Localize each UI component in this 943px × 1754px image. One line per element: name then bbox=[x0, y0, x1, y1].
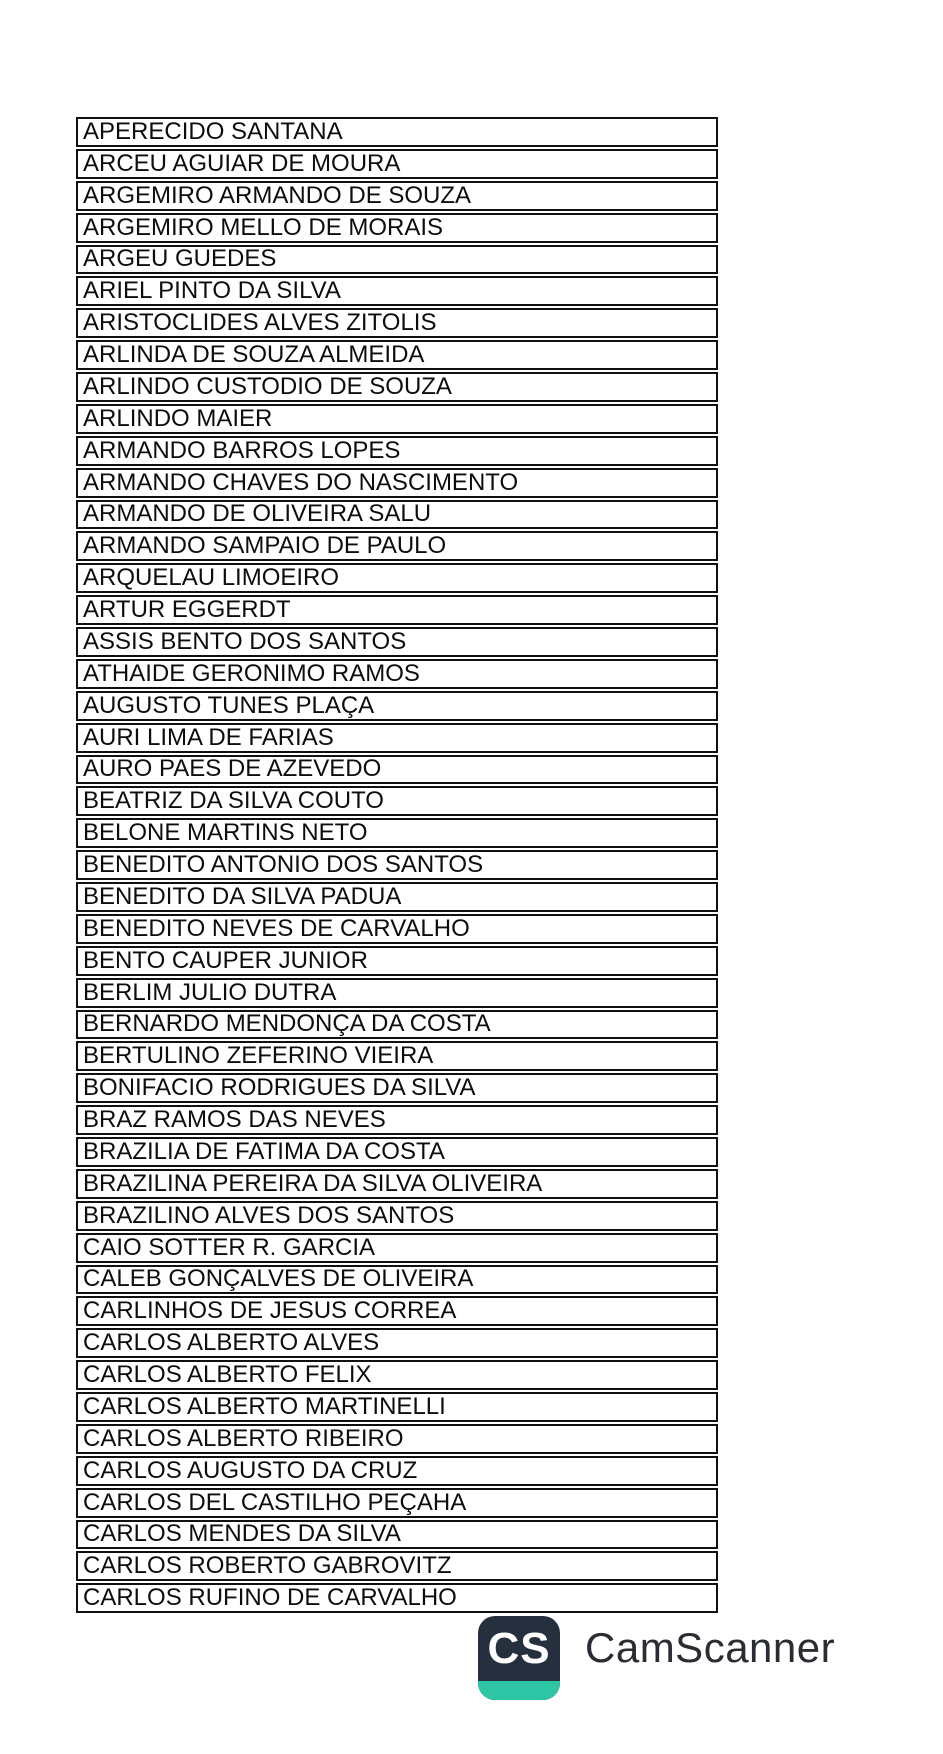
table-row: BRAZILINO ALVES DOS SANTOS bbox=[76, 1201, 718, 1231]
table-row: BRAZ RAMOS DAS NEVES bbox=[76, 1105, 718, 1135]
table-row: CARLOS ALBERTO ALVES bbox=[76, 1328, 718, 1358]
table-row: CAIO SOTTER R. GARCIA bbox=[76, 1233, 718, 1263]
table-row: BONIFACIO RODRIGUES DA SILVA bbox=[76, 1073, 718, 1103]
table-row: ARLINDO CUSTODIO DE SOUZA bbox=[76, 372, 718, 402]
table-row: BERNARDO MENDONÇA DA COSTA bbox=[76, 1010, 718, 1040]
table-row: CARLINHOS DE JESUS CORREA bbox=[76, 1296, 718, 1326]
camscanner-logo-accent-bar bbox=[478, 1681, 560, 1700]
table-row: BEATRIZ DA SILVA COUTO bbox=[76, 786, 718, 816]
table-row: BERLIM JULIO DUTRA bbox=[76, 978, 718, 1008]
camscanner-cs-icon: CS bbox=[487, 1623, 551, 1673]
camscanner-logo bbox=[478, 1616, 560, 1700]
table-row: ARCEU AGUIAR DE MOURA bbox=[76, 149, 718, 179]
camscanner-brand-text: CamScanner bbox=[585, 1624, 836, 1671]
table-row: ARLINDA DE SOUZA ALMEIDA bbox=[76, 340, 718, 370]
table-row: ARMANDO BARROS LOPES bbox=[76, 436, 718, 466]
table-row: ARQUELAU LIMOEIRO bbox=[76, 563, 718, 593]
table-row: AURI LIMA DE FARIAS bbox=[76, 723, 718, 753]
table-row: BENTO CAUPER JUNIOR bbox=[76, 946, 718, 976]
table-row: BRAZILIA DE FATIMA DA COSTA bbox=[76, 1137, 718, 1167]
table-row: APERECIDO SANTANA bbox=[76, 117, 718, 147]
table-row: ARLINDO MAIER bbox=[76, 404, 718, 434]
table-row: CARLOS RUFINO DE CARVALHO bbox=[76, 1583, 718, 1613]
table-row: CARLOS MENDES DA SILVA bbox=[76, 1520, 718, 1550]
table-row: ARGEU GUEDES bbox=[76, 245, 718, 275]
table-row: ARMANDO DE OLIVEIRA SALU bbox=[76, 500, 718, 530]
table-row: AURO PAES DE AZEVEDO bbox=[76, 755, 718, 785]
table-row: BENEDITO NEVES DE CARVALHO bbox=[76, 914, 718, 944]
table-row: CARLOS ALBERTO RIBEIRO bbox=[76, 1424, 718, 1454]
table-row: ARGEMIRO ARMANDO DE SOUZA bbox=[76, 181, 718, 211]
table-row: AUGUSTO TUNES PLAÇA bbox=[76, 691, 718, 721]
table-row: CARLOS AUGUSTO DA CRUZ bbox=[76, 1456, 718, 1486]
table-row: CARLOS DEL CASTILHO PEÇAHA bbox=[76, 1488, 718, 1518]
table-row: CARLOS ALBERTO FELIX bbox=[76, 1360, 718, 1390]
table-row: BENEDITO ANTONIO DOS SANTOS bbox=[76, 850, 718, 880]
table-row: BELONE MARTINS NETO bbox=[76, 818, 718, 848]
table-row: ARTUR EGGERDT bbox=[76, 595, 718, 625]
names-table bbox=[76, 117, 718, 1613]
table-row: CARLOS ROBERTO GABROVITZ bbox=[76, 1551, 718, 1581]
table-row: CALEB GONÇALVES DE OLIVEIRA bbox=[76, 1265, 718, 1295]
table-row: ARIEL PINTO DA SILVA bbox=[76, 276, 718, 306]
table-row: ARMANDO SAMPAIO DE PAULO bbox=[76, 531, 718, 561]
table-row: ASSIS BENTO DOS SANTOS bbox=[76, 627, 718, 657]
table-row: ARGEMIRO MELLO DE MORAIS bbox=[76, 213, 718, 243]
table-row: BENEDITO DA SILVA PADUA bbox=[76, 882, 718, 912]
table-row: ATHAIDE GERONIMO RAMOS bbox=[76, 659, 718, 689]
table-row: ARMANDO CHAVES DO NASCIMENTO bbox=[76, 468, 718, 498]
table-row: BERTULINO ZEFERINO VIEIRA bbox=[76, 1041, 718, 1071]
table-row: BRAZILINA PEREIRA DA SILVA OLIVEIRA bbox=[76, 1169, 718, 1199]
table-row: ARISTOCLIDES ALVES ZITOLIS bbox=[76, 308, 718, 338]
table-row: CARLOS ALBERTO MARTINELLI bbox=[76, 1392, 718, 1422]
